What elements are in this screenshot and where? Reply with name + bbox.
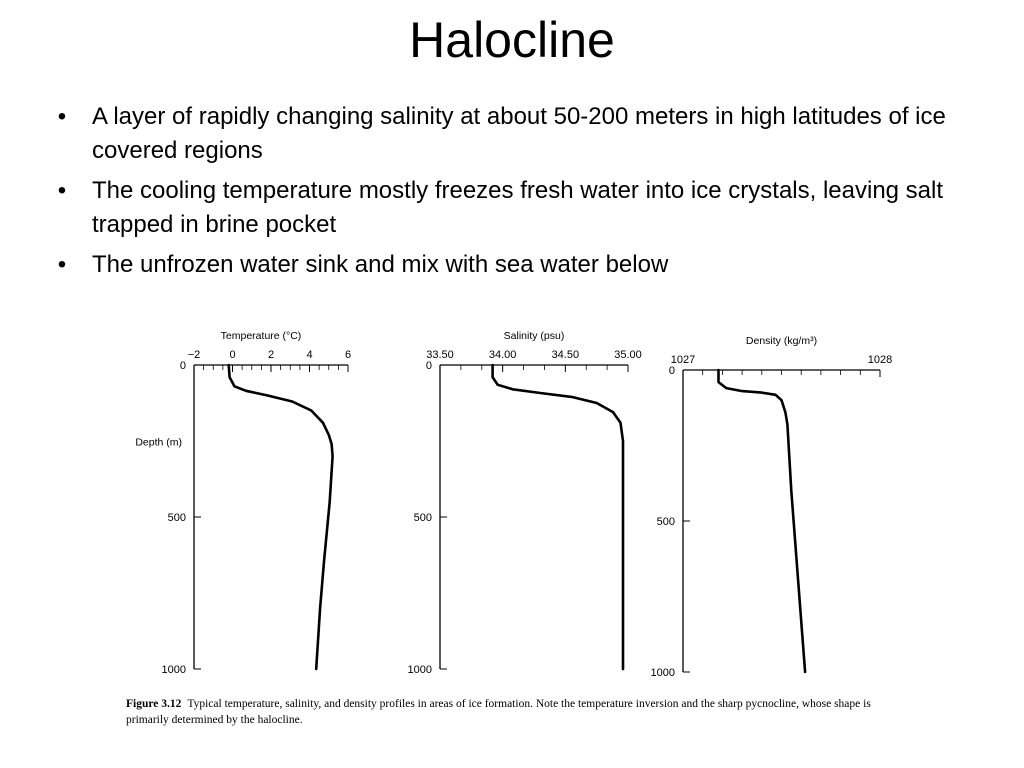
- y-tick-label: 500: [413, 512, 432, 524]
- y-tick-label: 500: [167, 512, 186, 524]
- x-tick-label: 2: [267, 349, 275, 361]
- y-tick-label: 1000: [161, 664, 186, 676]
- y-tick-label: 1000: [650, 667, 675, 679]
- bullet-text: The cooling temperature mostly freezes fresh water into ice crystals, leaving salt trapped in brine pocket: [92, 177, 944, 238]
- x-tick-label: 4: [306, 349, 313, 361]
- figure-caption: [126, 696, 896, 728]
- bullet-text: A layer of rapidly changing salinity at about 50-200 meters in high latitudes of ice covered regions: [92, 103, 946, 164]
- bullet-glyph: •: [57, 177, 67, 204]
- figure-caption-text: Typical temperature, salinity, and density profiles in areas of ice formation. Note the temperature inversion and the sharp pycnocline, whose shape is primarily determined by the halocline.: [126, 698, 871, 726]
- y-tick-label: 0: [179, 360, 186, 372]
- slide-title: Halocline: [409, 12, 615, 68]
- x-axis-title: Temperature (°C): [220, 330, 302, 342]
- profile-line: [229, 365, 333, 669]
- bullet-glyph: •: [57, 103, 67, 130]
- bullet-text: The unfrozen water sink and mix with sea water below: [92, 251, 669, 278]
- x-axis-title: Salinity (psu): [503, 330, 565, 342]
- x-tick-label: −2: [187, 349, 201, 361]
- x-tick-label: 1028: [867, 354, 893, 366]
- x-tick-label: 6: [344, 349, 352, 361]
- x-tick-label: 35.00: [614, 349, 642, 361]
- x-tick-label: 0: [229, 349, 236, 361]
- y-tick-label: 500: [656, 516, 675, 528]
- y-tick-label: 0: [425, 360, 432, 372]
- y-axis-title: Depth (m): [135, 436, 182, 449]
- x-tick-label: 1027: [670, 354, 696, 366]
- profile-line: [493, 365, 623, 669]
- y-tick-label: 1000: [407, 664, 432, 676]
- figure-label: Figure 3.12: [126, 698, 182, 710]
- x-tick-label: 34.00: [488, 349, 517, 361]
- profile-line: [719, 370, 806, 672]
- y-tick-label: 0: [668, 365, 675, 377]
- x-tick-label: 34.50: [551, 349, 580, 361]
- x-tick-label: 33.50: [426, 349, 454, 361]
- x-axis-title: Density (kg/m³): [745, 335, 818, 347]
- bullet-glyph: •: [57, 251, 67, 278]
